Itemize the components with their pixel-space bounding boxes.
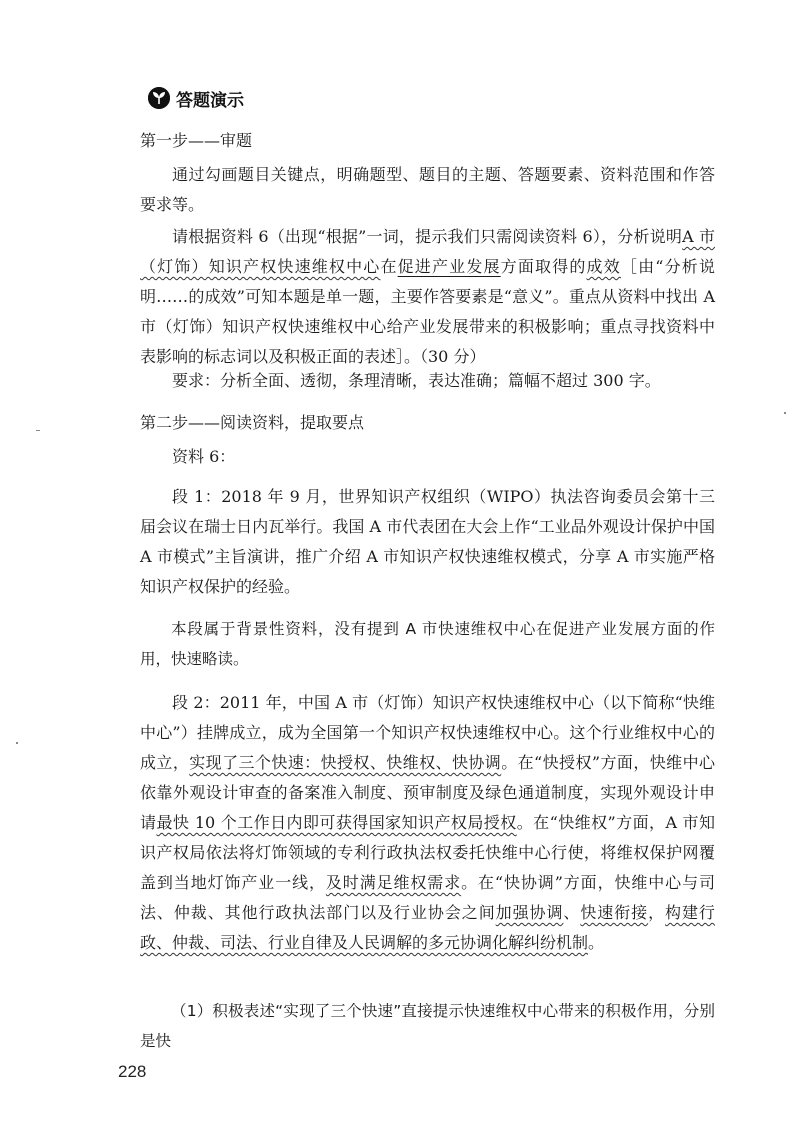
- margin-mark: [36, 430, 40, 431]
- para2-text-i: 、: [563, 903, 581, 922]
- margin-mark: [784, 412, 786, 414]
- para2-text-e: 。在“快维权”方面，A 市知识产权局依法将灯饰领域的专利行政执法权委托快维中心行使，将维权保护网覆盖到当地灯饰产业一线，: [140, 813, 715, 892]
- para2-text-g: 。在“快协调”方面，快维中心与司法、仲裁、其他行政执法部门以及行业协会之间: [140, 873, 715, 922]
- para2-underline-fast-authorization: 最快 10 个工作日内即可获得国家知识产权局授权: [156, 813, 517, 832]
- step1-intro: 通过勾画题目关键点，明确题型、题目的主题、答题要素、资料范围和作答要求等。: [140, 165, 715, 214]
- para2-text-m: 。: [588, 933, 605, 952]
- para2-text-a: 段 2：2011 年，中国 A 市（灯饰）知识产权快速维权中心（以下简称“快维中心”）挂牌成立，成为全国第一个知识产权快速维权中心。这个行业维权中心的成立，: [140, 693, 715, 772]
- seedling-circle-icon: [148, 87, 170, 109]
- page-number: 228: [118, 1062, 147, 1081]
- q-text-g: ［由“分析说明……的成效”可知本题是单一题，主要作答要素是“意义”。重点从资料中找出 A 市（灯饰）知识产权快速维权中心给产业发展带来的积极影响；重点寻找资料中表影响的标志词以及积极正面的表述］。（30 分）: [140, 257, 715, 366]
- q-scope-underlined: 促进产业发展: [397, 257, 501, 276]
- para2-underline-coordination: 加强协调: [495, 903, 564, 922]
- q-subject-underlined: A 市（灯饰）知识产权快速维权中心: [140, 227, 715, 276]
- q-result-underlined: 成效: [586, 257, 621, 276]
- step2-title: 第二步——阅读资料，提取要点: [140, 413, 365, 432]
- q-text-c: 在: [380, 257, 398, 276]
- step1-title: 第一步——审题: [140, 131, 253, 150]
- para2-underline-rights-needs: 及时满足维权需求: [325, 873, 462, 892]
- material-paragraph-1: 段 1：2018 年 9 月，世界知识产权组织（WIPO）执法咨询委员会第十三届会议在瑞士日内瓦举行。我国 A 市代表团在大会上作“工业品外观设计保护中国 A 市模式”主旨演讲，推广介绍 A 市知识产权快速维权模式，分享 A 市实施严格知识产权保护的经验。: [140, 487, 715, 596]
- margin-mark: [16, 742, 18, 744]
- para2-text-c: 。在“快授权”方面，快维中心依靠外观设计审查的备案准入制度、预审制度及绿色通道制度，实现外观设计申请: [140, 753, 715, 832]
- analysis-note-2: （1）积极表述“实现了三个快速”直接提示快速维权中心带来的积极作用，分别是快: [140, 1002, 715, 1050]
- para2-text-k: ，: [648, 903, 666, 922]
- section-title: 答题演示: [176, 90, 244, 111]
- para2-underline-connection: 快速衔接: [580, 903, 649, 922]
- material-label: 资料 6：: [172, 447, 236, 466]
- q-text-e: 方面取得的: [500, 257, 587, 276]
- section-heading: [148, 84, 244, 112]
- question-analysis: [140, 222, 715, 372]
- para2-underline-three-fast: 实现了三个快速：快授权、快维权、快协调: [189, 753, 502, 772]
- step1-requirement: 要求：分析全面、透彻，条理清晰，表达准确；篇幅不超过 300 字。: [172, 371, 661, 390]
- para2-underline-mechanism: 构建行政、仲裁、司法、行业自律及人民调解的多元协调化解纠纷机制: [140, 903, 715, 952]
- q-text-a: 请根据资料 6（出现“根据”一词，提示我们只需阅读资料 6），分析说明: [172, 227, 683, 246]
- analysis-note-1: 本段属于背景性资料，没有提到 A 市快速维权中心在促进产业发展方面的作用，快速略读。: [140, 620, 715, 668]
- material-paragraph-2: [140, 688, 715, 958]
